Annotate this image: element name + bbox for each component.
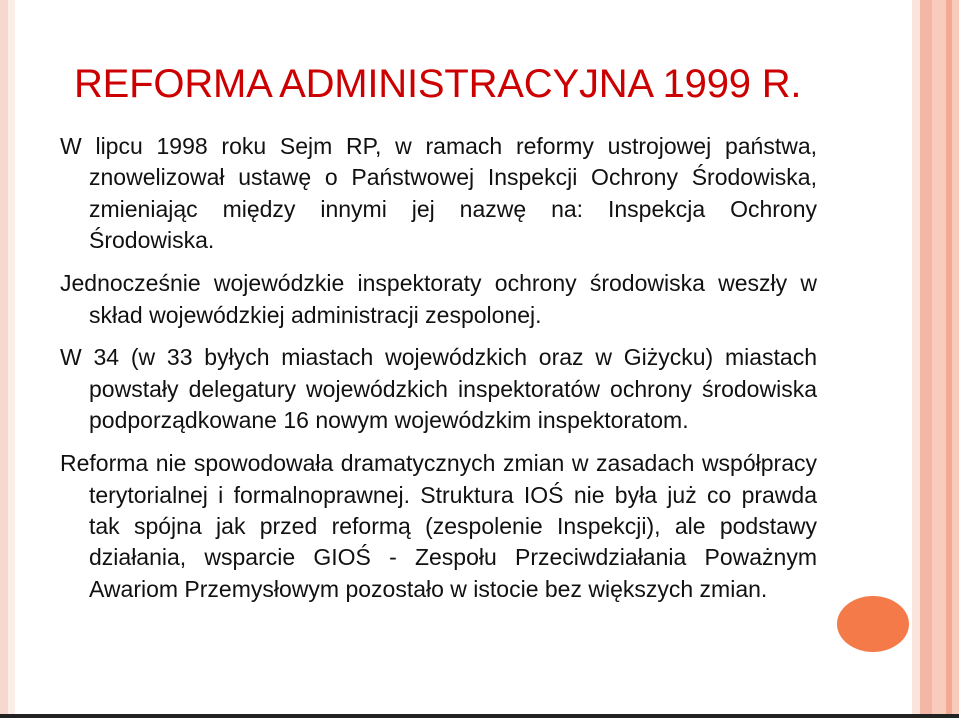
bottom-border-line [0,714,959,718]
paragraph-3: W 34 (w 33 byłych miastach wojewódzkich oraz w Giżycku) miastach powstały delegatury wojewódzkich inspektoratów ochrony środowiska podporządkowane 16 nowym wojewódzkim inspektoratom. [60,344,817,434]
paragraph-1: W lipcu 1998 roku Sejm RP, w ramach reformy ustrojowej państwa, znowelizował ustawę o Państwowej Inspekcji Ochrony Środowiska, zmieniając między innymi jej nazwę na: Inspekcja Ochrony Środowiska. [60,133,817,254]
right-decorative-stripe-dark [946,0,952,718]
right-decorative-stripe-light [912,0,920,718]
slide-title: REFORMA ADMINISTRACYJNA 1999 R. [74,62,802,106]
paragraph-4: Reforma nie spowodowała dramatycznych zmian w zasadach współpracy terytorialnej i formalnoprawnej. Struktura IOŚ nie była już co prawda tak spójna jak przed reformą (zespolenie Inspekcji), ale podstawy działania, wsparcie GIOŚ - Zespołu Przeciwdziałania Poważnym Awariom Przemysłowym pozostało w istocie bez większych zmian. [60,450,817,602]
slide-body [60,131,817,617]
left-decorative-stripe [0,0,8,718]
right-decorative-stripe [920,0,932,718]
paragraph-2: Jednocześnie wojewódzkie inspektoraty ochrony środowiska weszły w skład wojewódzkiej administracji zespolonej. [60,270,817,328]
left-decorative-stripe-light [8,0,15,718]
decorative-circle [837,596,909,652]
